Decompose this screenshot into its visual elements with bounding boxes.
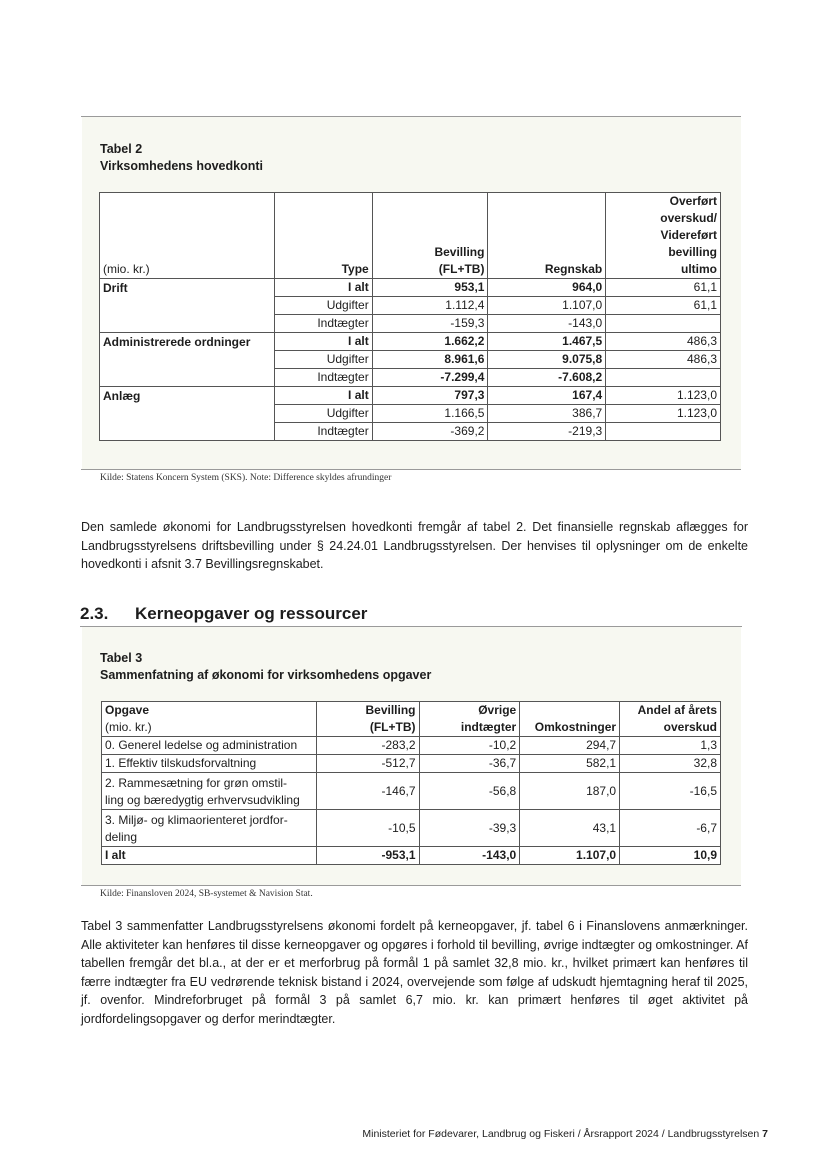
table2-title: Virksomhedens hovedkonti	[100, 159, 264, 173]
table2-header-unit: (mio. kr.)	[100, 193, 275, 279]
table3-header-oevrige: Øvrige indtægter	[419, 702, 520, 737]
table2-bottom-rule	[81, 469, 741, 470]
page-number: 7	[762, 1128, 768, 1140]
table3-source: Kilde: Finansloven 2024, SB-systemet & Navision Stat.	[100, 889, 313, 899]
table-row: 3. Miljø- og klimaorienteret jordfor- deling -10,5 -39,3 43,1 -6,7	[102, 810, 721, 847]
table3-header-andel: Andel af årets overskud	[620, 702, 721, 737]
table-row: 2. Rammesætning for grøn omstil- ling og bæredygtig erhvervsudvikling -146,7 -56,8 187,0 -16,5	[102, 773, 721, 810]
table3	[101, 701, 721, 865]
table-row: Administrerede ordninger I alt 1.662,2 1.467,5 486,3	[100, 333, 721, 351]
table3-bottom-rule	[81, 885, 741, 886]
table2-header-bevilling: Bevilling (FL+TB)	[372, 193, 488, 279]
table3-title: Sammenfatning af økonomi for virksomhedens opgaver	[100, 668, 432, 682]
table2-header-overfoert: Overført overskud/ Videreført bevilling ultimo	[606, 193, 721, 279]
paragraph-2: Tabel 3 sammenfatter Landbrugsstyrelsens økonomi fordelt på kerneopgaver, jf. tabel 6 i Finanslovens anmærkninger. Alle aktiviteter kan henføres til disse kerneopgaver og opgøres i forhold til bevilling, øvrige indtægter og omkostninger. Af tabellen fremgår det bl.a., at der er et merforbrug på formål 1 på samlet 32,8 mio. kr., hvilket primært kan henføres til færre indtægter fra EU vedrørende teknisk bistand i 2024, overvejende som følge af udskudt hjemtagning heraf til 2025, jf. ovenfor. Mindreforbruget på formål 3 på samlet 6,7 mio. kr. kan primært henføres til øget aktivitet på jordfordelingsopgaver og derfor merindtægter.	[81, 919, 748, 1026]
page-footer	[362, 1128, 768, 1140]
section-title: Kerneopgaver og ressourcer	[135, 604, 368, 623]
paragraph-1: Den samlede økonomi for Landbrugsstyrelsen hovedkonti fremgår af tabel 2. Det finansielle regnskab aflægges for Landbrugsstyrelsens driftsbevilling under § 24.24.01 Landbrugsstyrelsen. Der henvises til oplysninger om de enkelte hovedkonti i afsnit 3.7 Bevillingsregnskabet.	[81, 520, 748, 571]
table3-header-bevilling: Bevilling (FL+TB)	[316, 702, 419, 737]
table-row: Indtægter -159,3 -143,0	[100, 315, 721, 333]
table-row: Anlæg I alt 797,3 167,4 1.123,0	[100, 387, 721, 405]
table-row: 1. Effektiv tilskudsforvaltning -512,7 -36,7 582,1 32,8	[102, 755, 721, 773]
table3-header-omkostninger: Omkostninger	[520, 702, 620, 737]
table-row: Indtægter -7.299,4 -7.608,2	[100, 369, 721, 387]
section-heading	[80, 604, 367, 624]
table-row: Udgifter 1.112,4 1.107,0 61,1	[100, 297, 721, 315]
table2-header-row	[100, 193, 721, 279]
table-row: Udgifter 8.961,6 9.075,8 486,3	[100, 351, 721, 369]
table-row: Udgifter 1.166,5 386,7 1.123,0	[100, 405, 721, 423]
table-row: Indtægter -369,2 -219,3	[100, 423, 721, 441]
footer-text: Ministeriet for Fødevarer, Landbrug og Fiskeri / Årsrapport 2024 / Landbrugsstyrelsen	[362, 1128, 760, 1140]
section-number: 2.3.	[80, 604, 109, 623]
table2-source: Kilde: Statens Koncern System (SKS). Note: Difference skyldes afrundinger	[100, 473, 392, 483]
table3-label: Tabel 3	[100, 651, 143, 665]
table2-header-regnskab: Regnskab	[488, 193, 606, 279]
table-row: Drift I alt 953,1 964,0 61,1	[100, 279, 721, 297]
table3-total-row: I alt -953,1 -143,0 1.107,0 10,9	[102, 847, 721, 865]
table3-header-row	[102, 702, 721, 737]
table2-label: Tabel 2	[100, 142, 143, 156]
table2-header-type: Type	[274, 193, 372, 279]
table-row: 0. Generel ledelse og administration -283,2 -10,2 294,7 1,3	[102, 737, 721, 755]
table3-header-opgave: Opgave (mio. kr.)	[102, 702, 317, 737]
table2	[99, 192, 721, 441]
